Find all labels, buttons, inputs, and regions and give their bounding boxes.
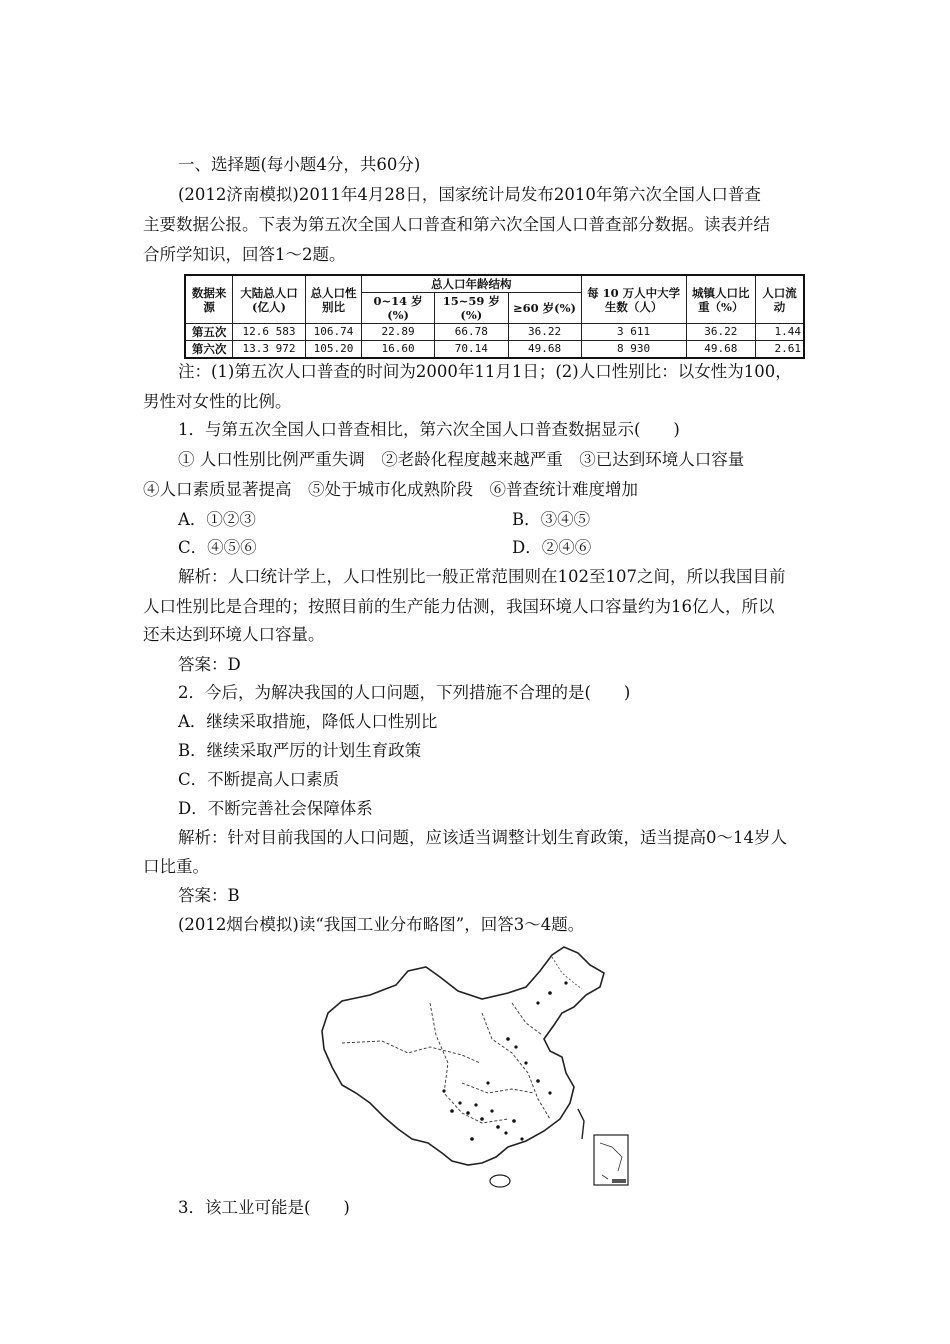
south-china-sea-inset (594, 1135, 628, 1185)
header-source: 数据来源 (185, 275, 233, 324)
cell-age-60: 49.68 (508, 341, 581, 359)
q1-answer: 答案：D (178, 655, 241, 674)
cell-source: 第六次 (185, 341, 233, 359)
q1-analysis: 人口性别比是合理的；按照目前的生产能力估测，我国环境人口容量约为16亿人，所以 (143, 597, 775, 616)
cell-age-15-59: 66.78 (435, 324, 508, 341)
q1-option-c: C．④⑤⑥ (178, 538, 257, 557)
q2-stem: 2．今后，为解决我国的人口问题，下列措施不合理的是( ) (178, 683, 631, 702)
q2-option-c: C．不断提高人口素质 (178, 770, 340, 789)
q2-option-d: D．不断完善社会保障体系 (178, 799, 373, 818)
header-sex-ratio: 总人口性别比 (305, 275, 361, 324)
taiwan-island (578, 1109, 584, 1139)
cell-total: 12.6 583 (233, 324, 306, 341)
q2-analysis: 解析：针对目前我国的人口问题，应该适当调整计划生育政策，适当提高0～14岁人 (178, 828, 787, 847)
q1-option-a: A．①②③ (178, 510, 256, 529)
hainan-island (490, 1175, 510, 1187)
header-age-15-59: 15~59 岁(%) (435, 293, 508, 324)
china-industry-map (312, 943, 640, 1193)
q1-items: ① 人口性别比例严重失调 ②老龄化程度越来越严重 ③已达到环境人口容量 (178, 450, 745, 469)
header-age-60: ≥60 岁(%) (508, 293, 581, 324)
q1-option-b: B．③④⑤ (512, 510, 591, 529)
note-line: 男性对女性的比例。 (143, 392, 292, 411)
inset-label-bar (612, 1179, 626, 1183)
header-flow: 人口流动 (755, 275, 804, 324)
cell-age-0-14: 16.60 (362, 341, 435, 359)
cell-total: 13.3 972 (233, 341, 306, 359)
cell-age-60: 36.22 (508, 324, 581, 341)
intro-line: (2012济南模拟)2011年4月28日，国家统计局发布2010年第六次全国人口普查 (178, 185, 761, 204)
note-line: 注：(1)第五次人口普查的时间为2000年11月1日；(2)人口性别比：以女性为100， (178, 362, 792, 381)
q3-stem: 3．该工业可能是( ) (178, 1198, 350, 1217)
q1-option-d: D．②④⑥ (512, 538, 592, 557)
cell-urban: 36.22 (686, 324, 755, 341)
inset-coastline (600, 1143, 622, 1179)
cell-sex-ratio: 106.74 (305, 324, 361, 341)
province-border (430, 1003, 508, 1123)
cell-flow: 2.61 (755, 341, 804, 359)
q2-analysis: 口比重。 (143, 857, 209, 876)
cell-urban: 49.68 (686, 341, 755, 359)
header-students: 每 10 万人中大学生数（人） (581, 275, 686, 324)
table-row (185, 341, 804, 359)
province-border (462, 1003, 542, 1093)
section-title: 一、选择题(每小题4分，共60分) (178, 155, 421, 174)
cell-flow: 1.44 (755, 324, 804, 341)
province-border (342, 1041, 480, 1063)
cell-sex-ratio: 105.20 (305, 341, 361, 359)
map-intro: (2012烟台模拟)读“我国工业分布略图”，回答3～4题。 (178, 915, 585, 934)
header-urban: 城镇人口比重（%） (686, 275, 755, 324)
q2-option-b: B．继续采取严厉的计划生育政策 (178, 741, 422, 760)
cell-age-0-14: 22.89 (362, 324, 435, 341)
cell-age-15-59: 70.14 (435, 341, 508, 359)
q1-analysis: 还未达到环境人口容量。 (143, 625, 325, 644)
q2-answer: 答案：B (178, 886, 240, 905)
q1-items: ④人口素质显著提高 ⑤处于城市化成熟阶段 ⑥普查统计难度增加 (143, 480, 638, 499)
cell-source: 第五次 (185, 324, 233, 341)
census-table (184, 274, 805, 359)
intro-line: 主要数据公报。下表为第五次全国人口普查和第六次全国人口普查部分数据。读表并结 (143, 215, 770, 234)
cell-students: 3 611 (581, 324, 686, 341)
china-outline (322, 947, 604, 1165)
cell-students: 8 930 (581, 341, 686, 359)
q2-option-a: A．继续采取措施，降低人口性别比 (178, 712, 438, 731)
header-age-0-14: 0~14 岁(%) (362, 293, 435, 324)
intro-line: 合所学知识，回答1～2题。 (143, 245, 346, 264)
header-total: 大陆总人口(亿人) (233, 275, 306, 324)
q1-analysis: 解析：人口统计学上，人口性别比一般正常范围则在102至107之间，所以我国目前 (178, 567, 786, 586)
table-row (185, 324, 804, 341)
q1-stem: 1．与第五次全国人口普查相比，第六次全国人口普查数据显示( ) (178, 420, 680, 439)
header-age-group: 总人口年龄结构 (362, 275, 581, 293)
province-border (482, 1013, 550, 1119)
